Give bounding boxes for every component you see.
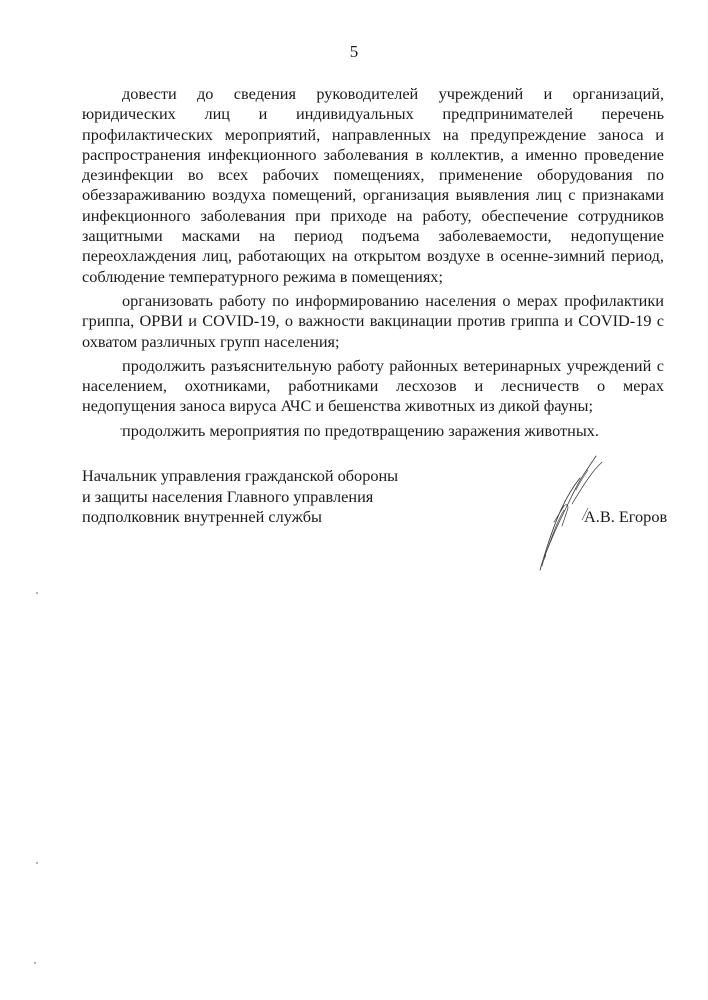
scan-speck	[36, 862, 38, 864]
signatory-position-line: подполковник внутренней службы	[82, 507, 322, 526]
signatory-position-line: Начальник управления гражданской обороны	[82, 466, 399, 485]
paragraph-veterinary-outreach: продолжить разъяснительную работу районных ветеринарных учреждений с населением, охотниками, работниками лесхозов и лесничеств о мерах недопущения заноса вируса АЧС и бешенства животных из дикой фауны;	[82, 355, 664, 416]
paragraph-public-information: организовать работу по информированию населения о мерах профилактики гриппа, ОРВИ и COVID-19, о важности вакцинации против гриппа и COVID-19 с охватом различных групп населения;	[82, 290, 664, 351]
paragraph-animal-protection: продолжить мероприятия по предотвращению заражения животных.	[122, 420, 599, 440]
signatory-name: А.В. Егоров	[584, 507, 668, 526]
scan-speck	[34, 962, 36, 964]
page-number: 5	[349, 42, 359, 61]
paragraph-instructions-organizations: довести до сведения руководителей учреждений и организаций, юридических лиц и индивидуальных предпринимателей перечень профилактических мероприятий, направленных на предупреждение заноса и распространения инфекционного заболевания в коллектив, а именно проведение дезинфекции во всех рабочих помещениях, применение оборудования по обеззараживанию воздуха помещений, организация выявления лиц с признаками инфекционного заболевания при приходе на работу, обеспечение сотрудников защитными масками на период подъема заболеваемости, недопущение переохлаждения лиц, работающих на открытом воздухе в осенне-зимний период, соблюдение температурного режима в помещениях;	[82, 84, 664, 286]
signatory-position-line: и защиты населения Главного управления	[82, 486, 374, 506]
document-body	[82, 84, 664, 445]
signature-block	[82, 466, 682, 596]
scan-speck	[36, 592, 38, 594]
scan-speck	[120, 428, 122, 430]
signatory-position	[82, 466, 442, 528]
